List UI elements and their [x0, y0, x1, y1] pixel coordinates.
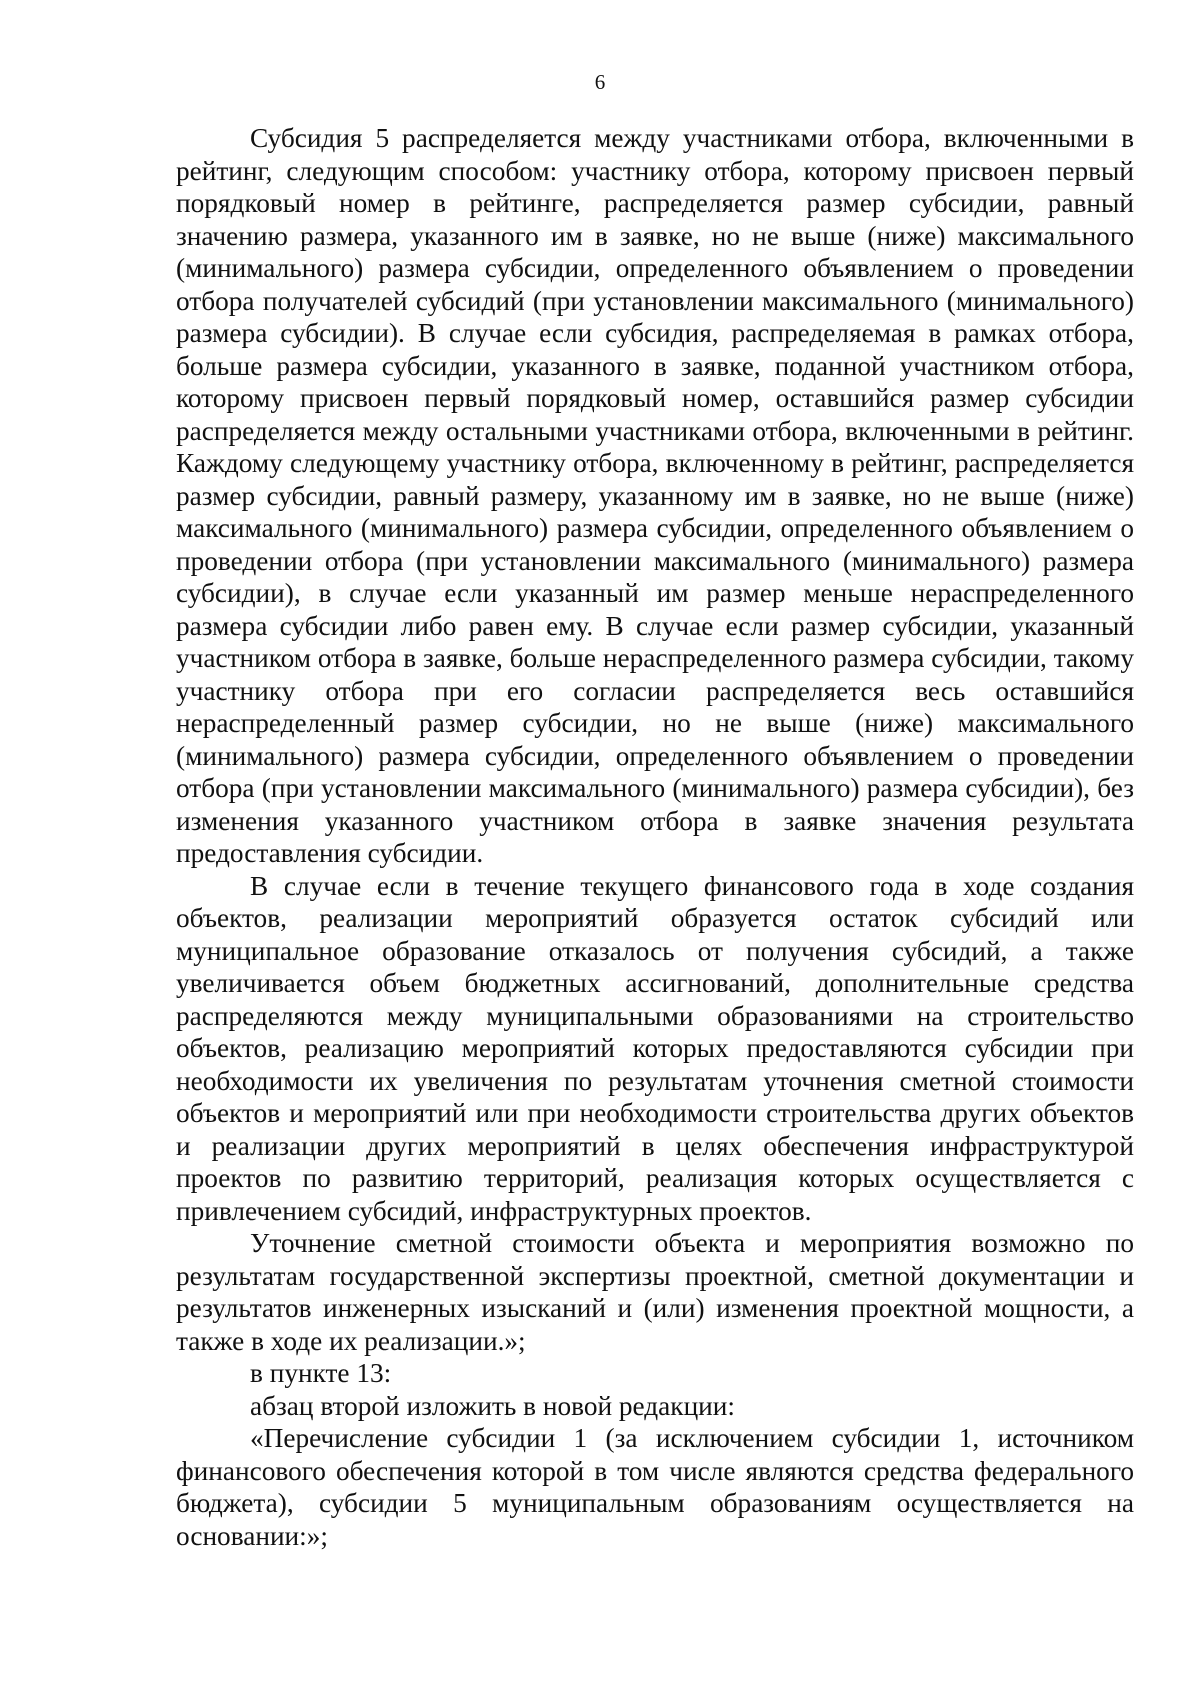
paragraph-new-wording: абзац второй изложить в новой редакции:	[250, 1390, 735, 1421]
page-number: 6	[594, 70, 606, 94]
document-body	[176, 122, 1134, 1552]
paragraph-cost-clarification: Уточнение сметной стоимости объекта и мероприятия возможно по результатам государственной экспертизы проектной, сметной документации и результатов инженерных изысканий и (или) изменения проектной мощности, а также в ходе их реализации.»;	[176, 1228, 1134, 1356]
paragraph-item-13: в пункте 13:	[250, 1358, 392, 1388]
paragraph-subsidy-distribution: Субсидия 5 распределяется между участниками отбора, включенными в рейтинг, следующим способом: участнику отбора, которому присвоен первый порядковый номер в рейтинге, распределяется размер субсидии, равный значению размера, указанного им в заявке, но не выше (ниже) максимального (минимального) размера субсидии, определенного объявлением о проведении отбора получателей субсидий (при установлении максимального (минимального) размера субсидии). В случае если субсидия, распределяемая в рамках отбора, больше размера субсидии, указанного в заявке, поданной участником отбора, которому присвоен первый порядковый номер, оставшийся размер субсидии распределяется между остальными участниками отбора, включенными в рейтинг. Каждому следующему участнику отбора, включенному в рейтинг, распределяется размер субсидии, равный размеру, указанному им в заявке, но не выше (ниже) максимального (минимального) размера субсидии, определенного объявлением о проведении отбора (при установлении максимального (минимального) размера субсидии), в случае если указанный им размер меньше нераспределенного размера субсидии либо равен ему. В случае если размер субсидии, указанный участником отбора в заявке, больше нераспределенного размера субсидии, такому участнику отбора при его согласии распределяется весь оставшийся нераспределенный размер субсидии, но не выше (ниже) максимального (минимального) размера субсидии, определенного объявлением о проведении отбора (при установлении максимального (минимального) размера субсидии), без изменения указанного участником отбора в заявке значения результата предоставления субсидии.	[176, 123, 1134, 868]
paragraph-transfer-basis: «Перечисление субсидии 1 (за исключением субсидии 1, источником финансового обеспечения которой в том числе являются средства федерального бюджета), субсидии 5 муниципальным образованиям осуществляется на основании:»;	[176, 1423, 1134, 1551]
paragraph-remaining-subsidies: В случае если в течение текущего финансового года в ходе создания объектов, реализации мероприятий образуется остаток субсидий или муниципальное образование отказалось от получения субсидий, а также увеличивается объем бюджетных ассигнований, дополнительные средства распределяются между муниципальными образованиями на строительство объектов, реализацию мероприятий которых предоставляются субсидии при необходимости их увеличения по результатам уточнения сметной стоимости объектов и мероприятий или при необходимости строительства других объектов и реализации других мероприятий в целях обеспечения инфраструктурой проектов по развитию территорий, реализация которых осуществляется с привлечением субсидий, инфраструктурных проектов.	[176, 870, 1134, 1226]
